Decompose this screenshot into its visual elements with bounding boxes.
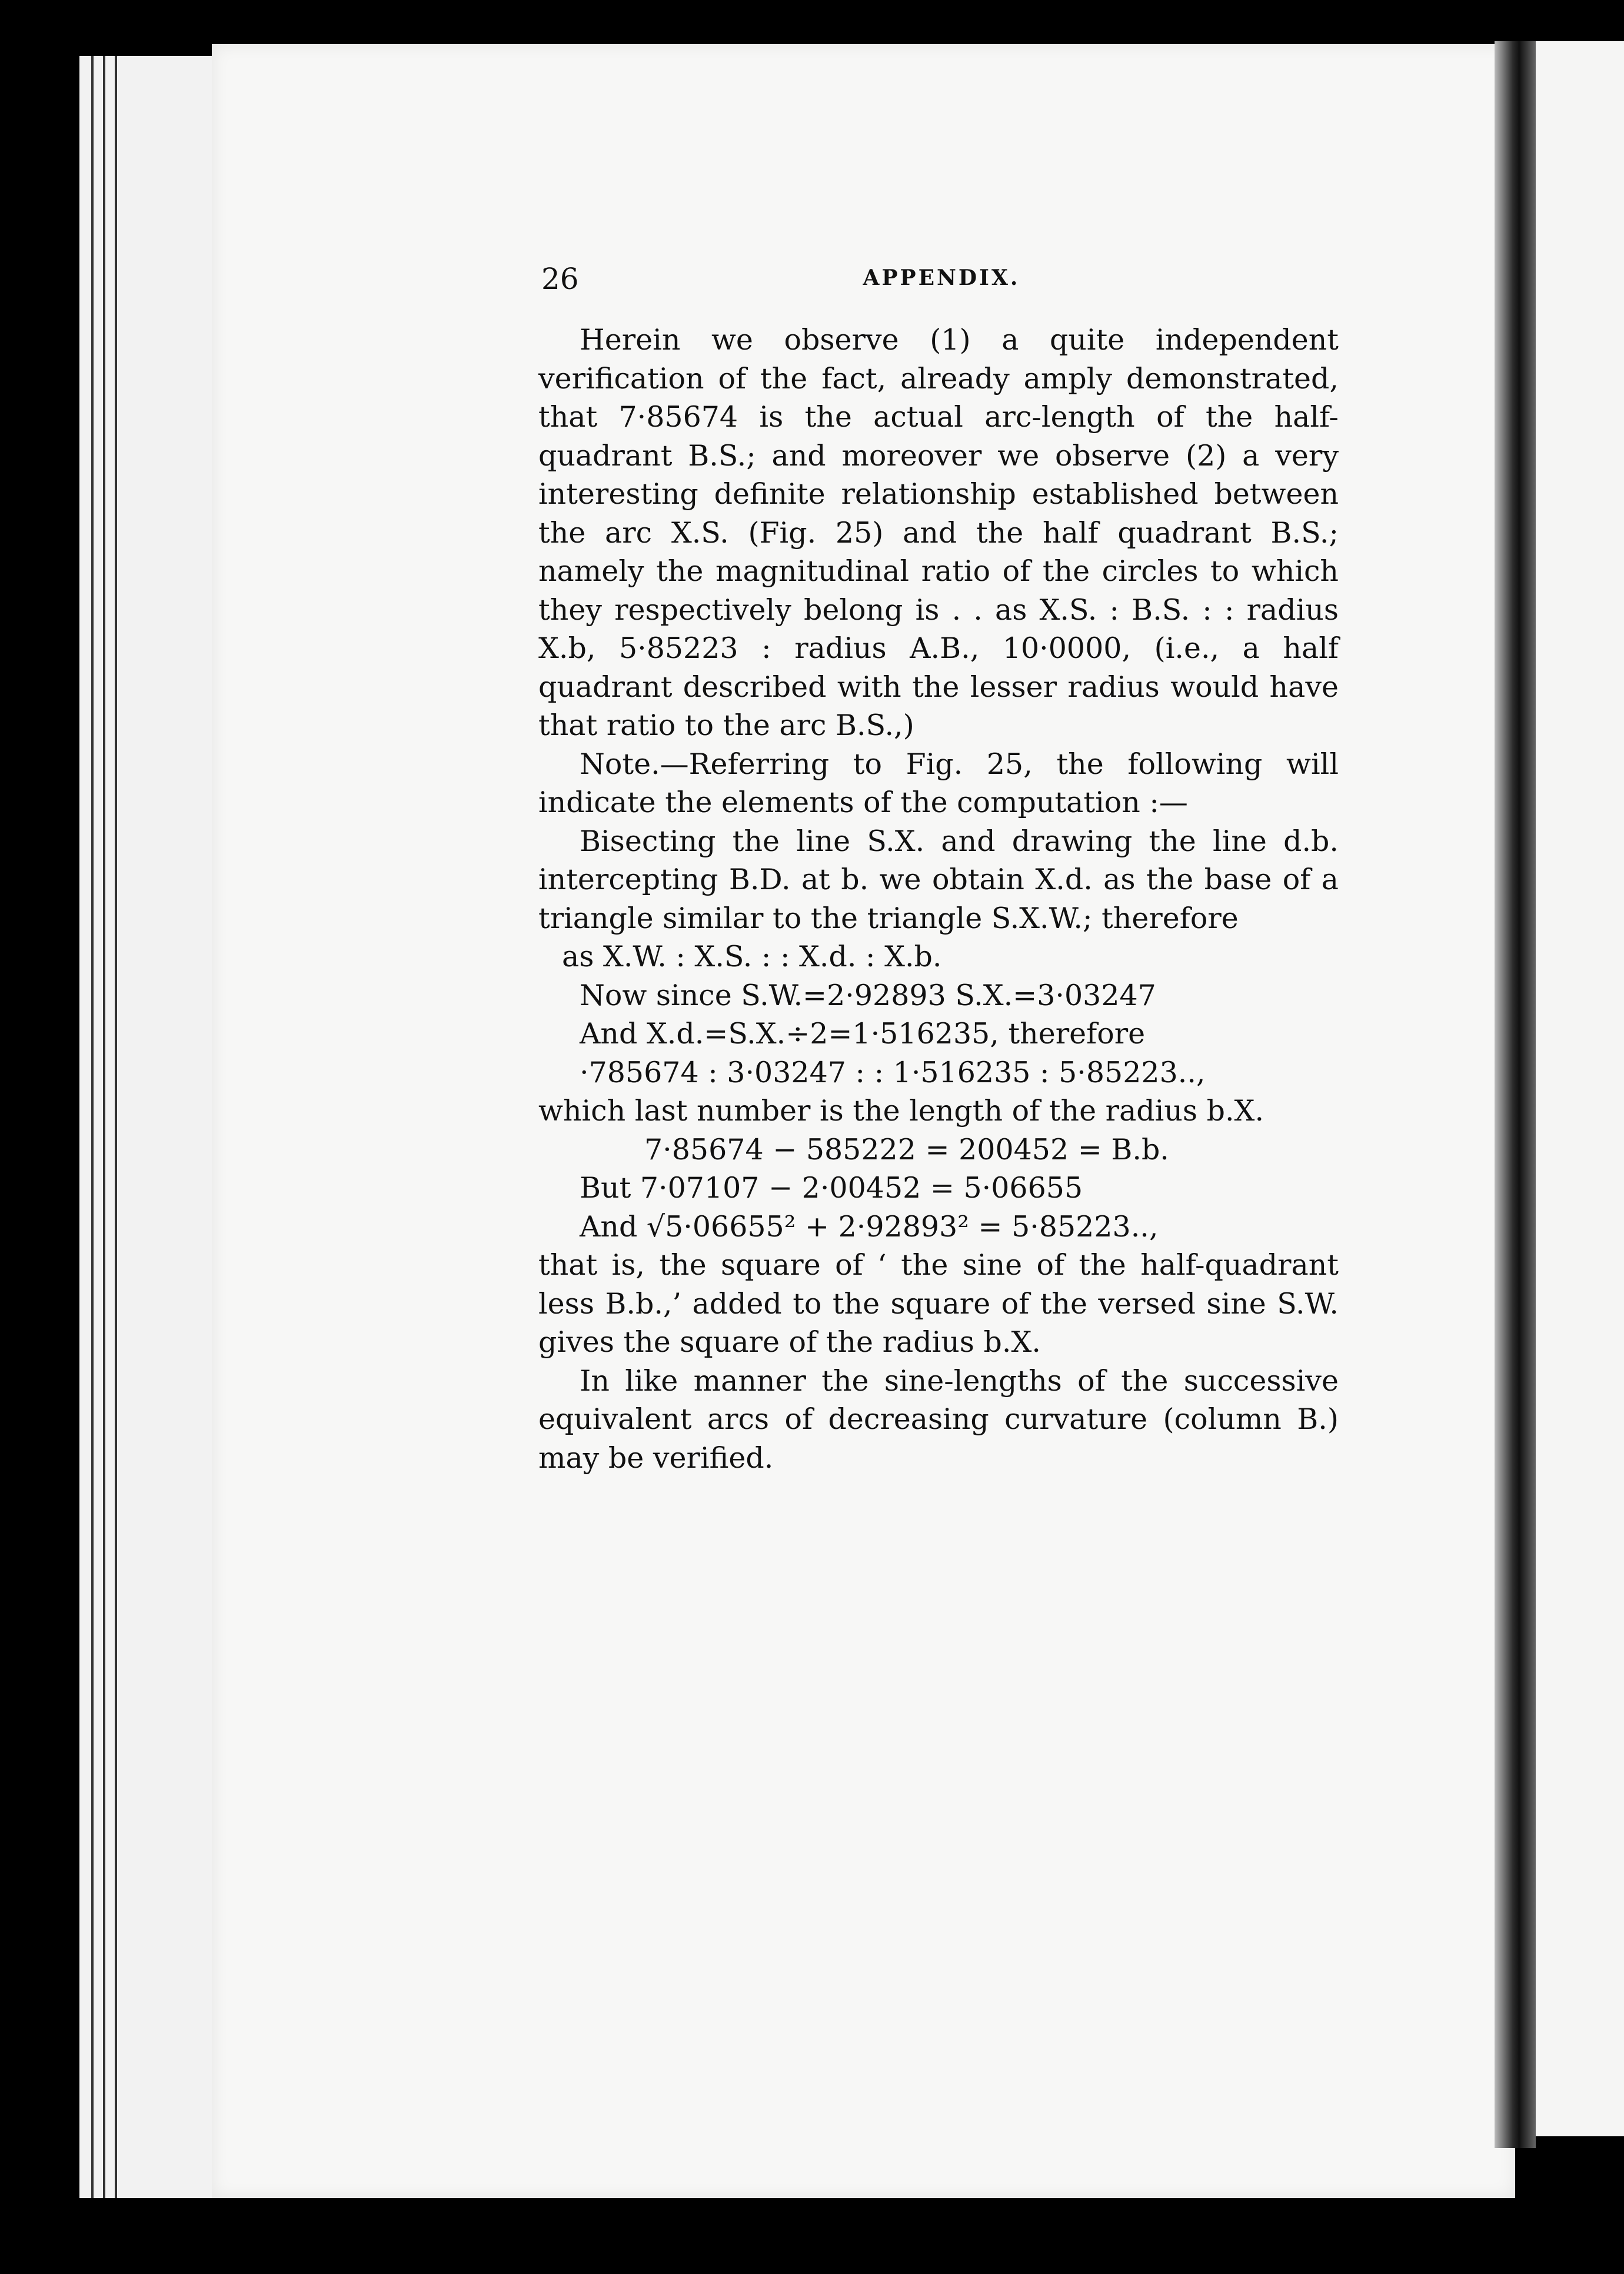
paragraph-4: which last number is the length of the radius b.X. — [538, 1094, 1264, 1128]
paragraph-3: Bisecting the line S.X. and drawing the line d.b. intercepting B.D. at b. we obtain X.d. as the base of a triangle similar to the triangle S.X.W.; therefore — [538, 824, 1339, 935]
paragraph-5: that is, the square of ‘ the sine of the half-quadrant less B.b.,’ added to the square of the versed sine S.W. gives the square of the radius b.X. — [538, 1248, 1339, 1359]
equation-difference: 7·85674 − 585222 = 200452 = B.b. — [644, 1132, 1169, 1166]
equation-proportion: as X.W. : X.S. : : X.d. : X.b. — [562, 940, 942, 973]
page-header — [541, 262, 1342, 303]
page-body — [538, 321, 1339, 1477]
facing-page — [1536, 41, 1624, 2136]
book-spine — [1495, 41, 1536, 2148]
equation-ratio: ·785674 : 3·03247 : : 1·516235 : 5·85223.., — [580, 1055, 1206, 1089]
paragraph-note: Note.—Referring to Fig. 25, the following will indicate the elements of the computation :— — [538, 747, 1339, 819]
page-number: 26 — [541, 262, 579, 296]
paragraph-1: Herein we observe (1) a quite independent verification of the fact, already amply demonstrated, that 7·85674 is the actual arc-length of the half-quadrant B.S.; and moreover we observe (2) a very interesting definite relationship established between the arc X.S. (Fig. 25) and the half quadrant B.S.; namely the magnitudinal ratio of the circles to which they respectively belong is . . as X.S. : B.S. : : radius X.b, 5·85223 : radius A.B., 10·0000, (i.e., a half quadrant described with the lesser radius would have that ratio to the arc B.S.,) — [538, 323, 1339, 742]
book-edge — [79, 56, 218, 2198]
equation-but: But 7·07107 − 2·00452 = 5·06655 — [580, 1171, 1083, 1205]
equation-root: And √5·06655² + 2·92893² = 5·85223.., — [580, 1209, 1159, 1244]
paragraph-6: In like manner the sine-lengths of the successive equivalent arcs of decreasing curvature (column B.) may be verified. — [538, 1364, 1339, 1475]
equation-now-since: Now since S.W.=2·92893 S.X.=3·03247 — [580, 978, 1156, 1012]
equation-and: And X.d.=S.X.÷2=1·516235, therefore — [580, 1017, 1146, 1050]
running-head: APPENDIX. — [863, 265, 1020, 290]
